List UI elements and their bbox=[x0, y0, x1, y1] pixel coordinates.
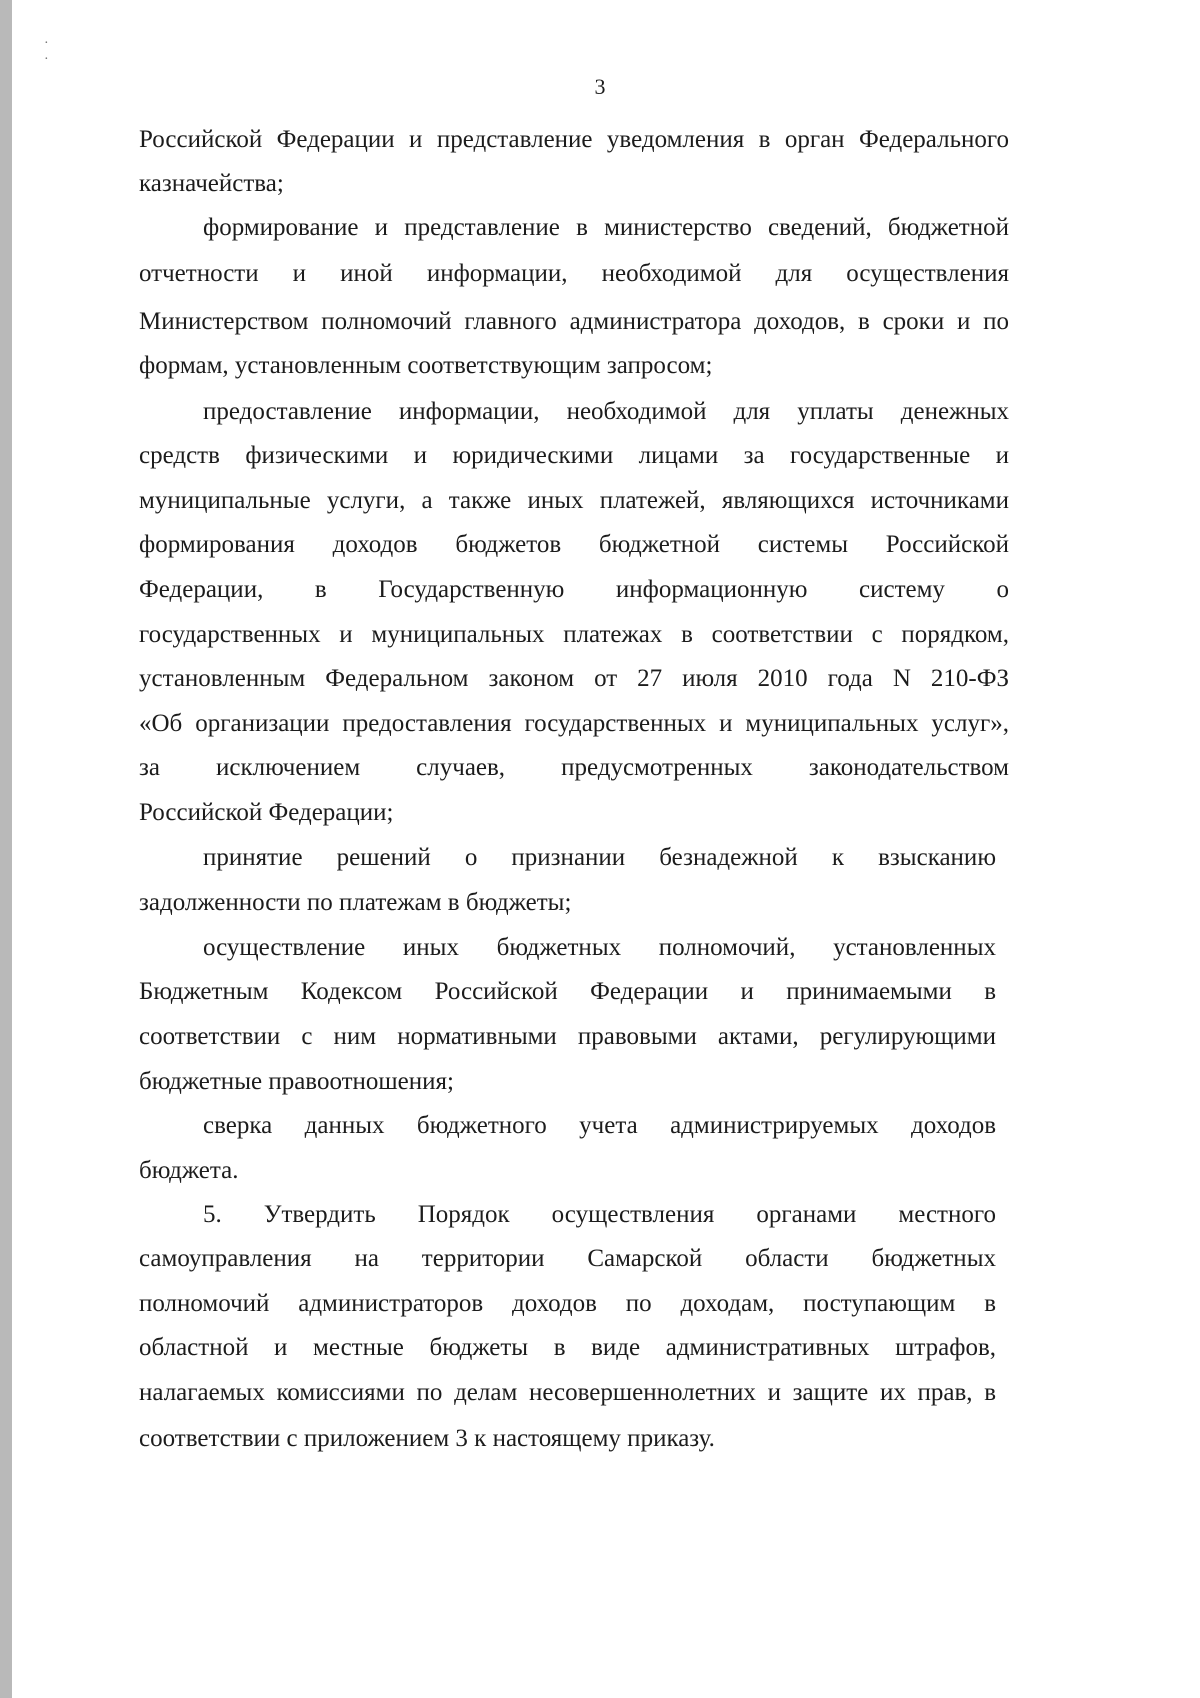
text-line: задолженности по платежам в бюджеты; bbox=[139, 889, 572, 916]
text-line: осуществление иных бюджетных полномочий, установленных bbox=[203, 934, 996, 961]
text-line: Бюджетным Кодексом Российской Федерации и принимаемыми в bbox=[139, 978, 996, 1005]
scan-specks: · · bbox=[44, 36, 79, 67]
text-line: муниципальные услуги, а также иных платежей, являющихся источниками bbox=[139, 487, 1009, 514]
text-line: областной и местные бюджеты в виде административных штрафов, bbox=[139, 1334, 996, 1361]
text-line: бюджета. bbox=[139, 1157, 239, 1184]
text-line: соответствии с ним нормативными правовыми актами, регулирующими bbox=[139, 1023, 996, 1050]
text-line: самоуправления на территории Самарской области бюджетных bbox=[139, 1245, 996, 1272]
text-line: государственных и муниципальных платежах в соответствии с порядком, bbox=[139, 621, 1009, 648]
text-line: формам, установленным соответствующим запросом; bbox=[139, 352, 713, 379]
text-line: сверка данных бюджетного учета администрируемых доходов bbox=[203, 1112, 996, 1139]
text-line: 5. Утвердить Порядок осуществления органами местного bbox=[203, 1201, 996, 1228]
page-number: 3 bbox=[594, 74, 606, 99]
text-line: полномочий администраторов доходов по доходам, поступающим в bbox=[139, 1290, 996, 1317]
text-line: Российской Федерации и представление уведомления в орган Федерального bbox=[139, 126, 1009, 153]
text-line: соответствии с приложением 3 к настоящему приказу. bbox=[139, 1425, 715, 1452]
text-line: «Об организации предоставления государственных и муниципальных услуг», bbox=[139, 710, 1009, 737]
text-line: Федерации, в Государственную информационную систему о bbox=[139, 576, 1009, 603]
text-line: за исключением случаев, предусмотренных законодательством bbox=[139, 754, 1009, 781]
text-line: предоставление информации, необходимой для уплаты денежных bbox=[203, 398, 1009, 425]
text-line: Российской Федерации; bbox=[139, 799, 394, 826]
text-line: бюджетные правоотношения; bbox=[139, 1068, 454, 1095]
text-line: средств физическими и юридическими лицами за государственные и bbox=[139, 442, 1009, 469]
text-line: формирование и представление в министерство сведений, бюджетной bbox=[203, 214, 1009, 241]
text-line: принятие решений о признании безнадежной к взысканию bbox=[203, 844, 996, 871]
text-line: установленным Федеральном законом от 27 июля 2010 года N 210-ФЗ bbox=[139, 665, 1009, 692]
text-line: налагаемых комиссиями по делам несовершеннолетних и защите их прав, в bbox=[139, 1379, 996, 1406]
scan-edge-shadow bbox=[0, 0, 12, 1698]
text-line: Министерством полномочий главного администратора доходов, в сроки и по bbox=[139, 308, 1009, 335]
text-line: формирования доходов бюджетов бюджетной системы Российской bbox=[139, 531, 1009, 558]
text-line: отчетности и иной информации, необходимой для осуществления bbox=[139, 260, 1009, 287]
text-line: казначейства; bbox=[139, 170, 284, 197]
